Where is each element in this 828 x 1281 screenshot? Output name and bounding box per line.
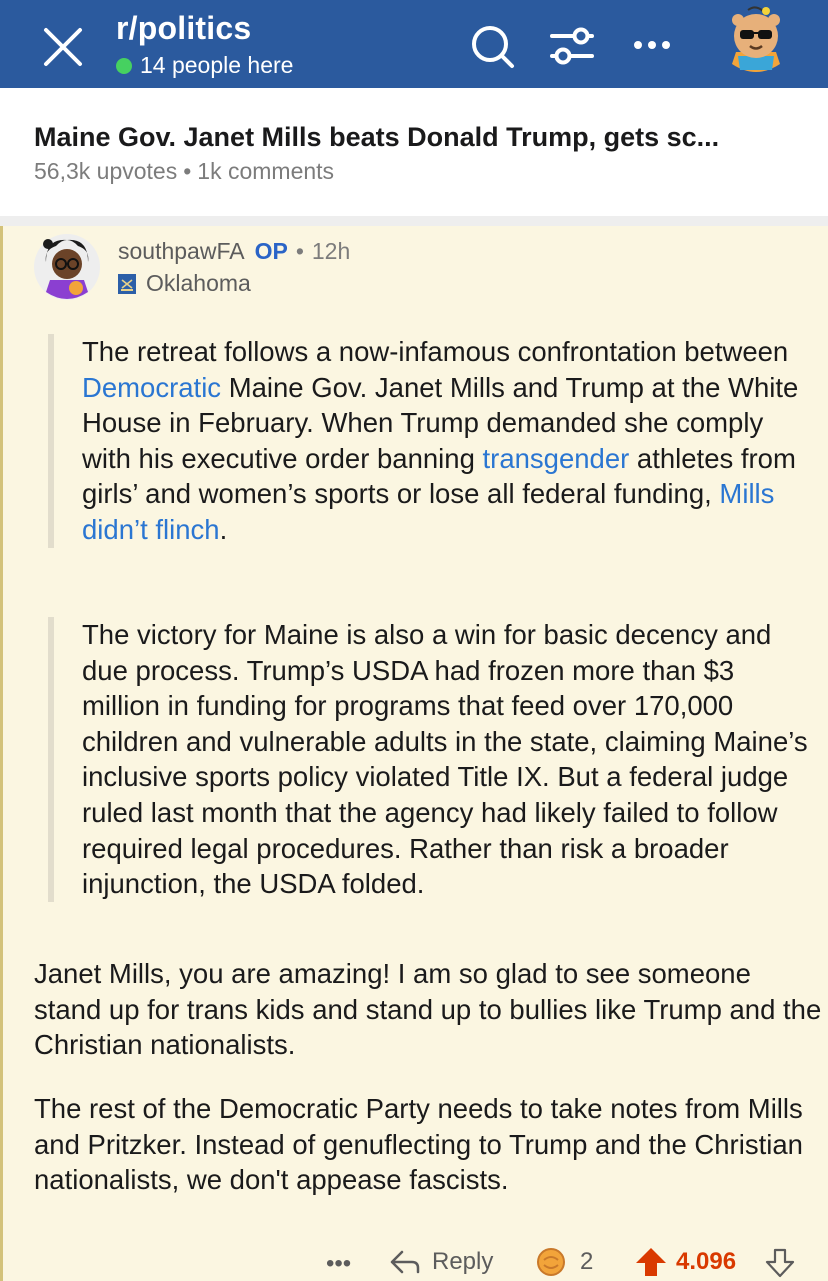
divider xyxy=(0,216,828,226)
op-badge: OP xyxy=(254,238,288,264)
inline-link[interactable]: Mills didn’t flinch xyxy=(82,478,775,545)
filter-icon[interactable] xyxy=(548,22,596,70)
quote-text: The retreat follows a now-infamous confrontation between xyxy=(82,336,789,367)
comment-more-button[interactable]: ••• xyxy=(326,1250,352,1277)
upvote-count: 56,3k upvotes xyxy=(34,158,178,184)
comment-author-line xyxy=(118,238,350,265)
upvote-button[interactable] xyxy=(634,1246,736,1278)
inline-link[interactable]: Democratic xyxy=(82,371,222,403)
subreddit-name[interactable]: r/politics xyxy=(116,10,252,46)
commenter-avatar[interactable] xyxy=(34,234,100,300)
comment-paragraph-1: Janet Mills, you are amazing! I am so glad to see someone stand up for trans kids and stand up to bullies like Trump and the Christian nationalists. xyxy=(34,958,822,1061)
flair-text: Oklahoma xyxy=(146,270,251,296)
user-avatar[interactable] xyxy=(726,6,786,80)
blockquote-1 xyxy=(48,334,812,548)
close-icon[interactable] xyxy=(38,22,88,72)
oklahoma-flag-icon xyxy=(118,274,136,294)
thread-line[interactable] xyxy=(0,226,3,1281)
post-title[interactable]: Maine Gov. Janet Mills beats Donald Trump, gets sc... xyxy=(34,122,720,152)
presence-text: 14 people here xyxy=(140,52,294,78)
online-dot-icon xyxy=(116,58,132,74)
user-flair xyxy=(118,270,251,297)
reply-icon xyxy=(388,1248,422,1276)
search-icon[interactable] xyxy=(468,22,516,70)
reply-label: Reply xyxy=(432,1248,494,1275)
presence-indicator xyxy=(116,52,293,79)
more-options-icon[interactable] xyxy=(630,30,674,60)
blockquote-2: The victory for Maine is also a win for basic decency and due process. Trump’s USDA had frozen more than $3 million in funding for programs that feed over 170,000 children and vulnerable adults in the state, claiming Maine’s inclusive sports policy violated Title IX. But a federal judge ruled last month that the agency had likely failed to follow required legal procedures. Rather than risk a broader injunction, the USDA folded. xyxy=(48,617,812,902)
award-count: 2 xyxy=(580,1248,594,1275)
award-icon xyxy=(534,1246,568,1278)
comment-score: 4.096 xyxy=(676,1248,737,1275)
top-bar xyxy=(0,0,828,88)
post-meta xyxy=(34,158,334,185)
upvote-arrow-icon xyxy=(634,1246,668,1278)
quote-text: . xyxy=(219,513,228,545)
quote-text: athletes from girls’ and women’s sports or lose all federal funding, xyxy=(82,442,796,510)
inline-link[interactable]: transgender xyxy=(482,442,630,474)
comment-author[interactable]: southpawFA xyxy=(118,238,245,264)
comment-count: 1k comments xyxy=(197,158,335,184)
post-header[interactable] xyxy=(0,88,828,216)
comment-age: 12h xyxy=(311,238,351,264)
comment-actions xyxy=(0,1244,828,1281)
author-separator: • xyxy=(295,238,304,264)
quote-text: Maine Gov. Janet Mills and Trump at the White House in February. When Trump demanded she comply with his executive order banning xyxy=(82,371,799,474)
reply-button[interactable] xyxy=(388,1248,493,1276)
meta-separator: • xyxy=(183,158,192,184)
comment-paragraph-2: The rest of the Democratic Party needs to take notes from Mills and Pritzker. Instead of genuflecting to Trump and the Christian nationalists, we don't appease fascists. xyxy=(34,1093,803,1196)
downvote-arrow-icon[interactable] xyxy=(764,1248,796,1278)
award-button[interactable] xyxy=(534,1246,593,1278)
